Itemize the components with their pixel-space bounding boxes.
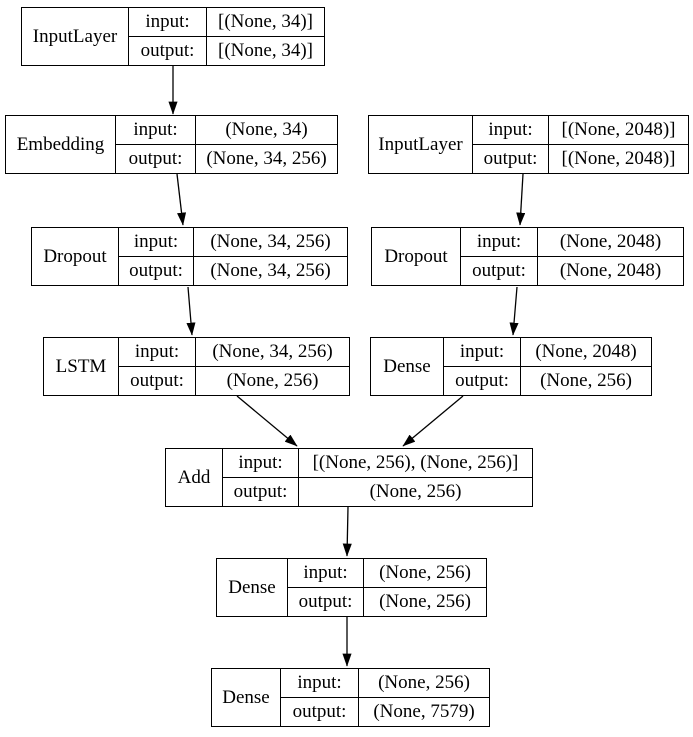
output-shape: (None, 256) [369, 481, 462, 502]
node-inputlayer-text [21, 7, 325, 66]
output-shape: (None, 256) [540, 370, 632, 391]
input-shape: [(None, 256), (None, 256)] [312, 452, 519, 473]
output-shape: (None, 256) [226, 370, 319, 391]
node-dense-right [370, 337, 652, 396]
layer-type-label: LSTM [44, 338, 119, 395]
output-label: output: [119, 257, 194, 285]
output-label: output: [461, 257, 538, 285]
input-shape: (None, 34) [225, 119, 308, 140]
output-shape: (None, 256) [379, 591, 471, 612]
layer-type-label: Add [166, 449, 223, 506]
layer-type-label: Dropout [372, 228, 461, 285]
output-label: output: [116, 145, 196, 173]
layer-type-label: Dense [371, 338, 444, 395]
edge-dropout-right-to-dense-right [513, 287, 517, 335]
input-shape: (None, 2048) [559, 231, 662, 252]
layer-type-label: InputLayer [369, 116, 473, 173]
layer-type-label: Dropout [32, 228, 119, 285]
output-shape: [(None, 34)] [218, 40, 313, 61]
input-label: input: [223, 449, 299, 477]
input-shape: (None, 256) [379, 562, 471, 583]
node-dense-mid [216, 558, 487, 617]
output-shape: (None, 34, 256) [210, 260, 331, 281]
layer-type-label: Dense [212, 669, 281, 726]
edge-embedding-to-dropout-left [177, 174, 183, 225]
output-label: output: [444, 367, 521, 395]
node-embedding [5, 115, 338, 174]
edge-inputlayer2-to-dropout-right [520, 174, 523, 225]
input-shape: (None, 34, 256) [212, 341, 333, 362]
input-label: input: [281, 669, 359, 697]
input-shape: [(None, 34)] [218, 11, 313, 32]
input-label: input: [444, 338, 521, 366]
node-inputlayer-features [368, 115, 689, 174]
input-shape: [(None, 2048)] [561, 119, 676, 140]
output-label: output: [129, 37, 207, 65]
input-label: input: [119, 228, 194, 256]
output-label: output: [288, 588, 364, 616]
input-shape: (None, 2048) [535, 341, 637, 362]
output-label: output: [281, 698, 359, 726]
node-add [165, 448, 533, 507]
output-shape: (None, 7579) [373, 701, 475, 722]
output-label: output: [223, 478, 299, 506]
input-label: input: [288, 559, 364, 587]
layer-type-label: Embedding [6, 116, 116, 173]
layer-type-label: InputLayer [22, 8, 129, 65]
output-label: output: [119, 367, 196, 395]
input-shape: (None, 34, 256) [210, 231, 331, 252]
output-shape: [(None, 2048)] [561, 148, 676, 169]
edge-add-to-dense-mid [347, 507, 348, 556]
node-dropout-left [31, 227, 348, 286]
input-label: input: [461, 228, 538, 256]
input-label: input: [129, 8, 207, 36]
input-label: input: [473, 116, 549, 144]
node-lstm [43, 337, 350, 396]
edge-dense-right-to-add [403, 396, 463, 446]
input-shape: (None, 256) [378, 672, 470, 693]
edge-lstm-to-add [237, 396, 297, 446]
input-label: input: [116, 116, 196, 144]
edge-dropout-left-to-lstm [188, 287, 192, 335]
node-dense-output [211, 668, 490, 727]
output-label: output: [473, 145, 549, 173]
node-dropout-right [371, 227, 684, 286]
output-shape: (None, 34, 256) [206, 148, 327, 169]
output-shape: (None, 2048) [559, 260, 662, 281]
input-label: input: [119, 338, 196, 366]
layer-type-label: Dense [217, 559, 288, 616]
